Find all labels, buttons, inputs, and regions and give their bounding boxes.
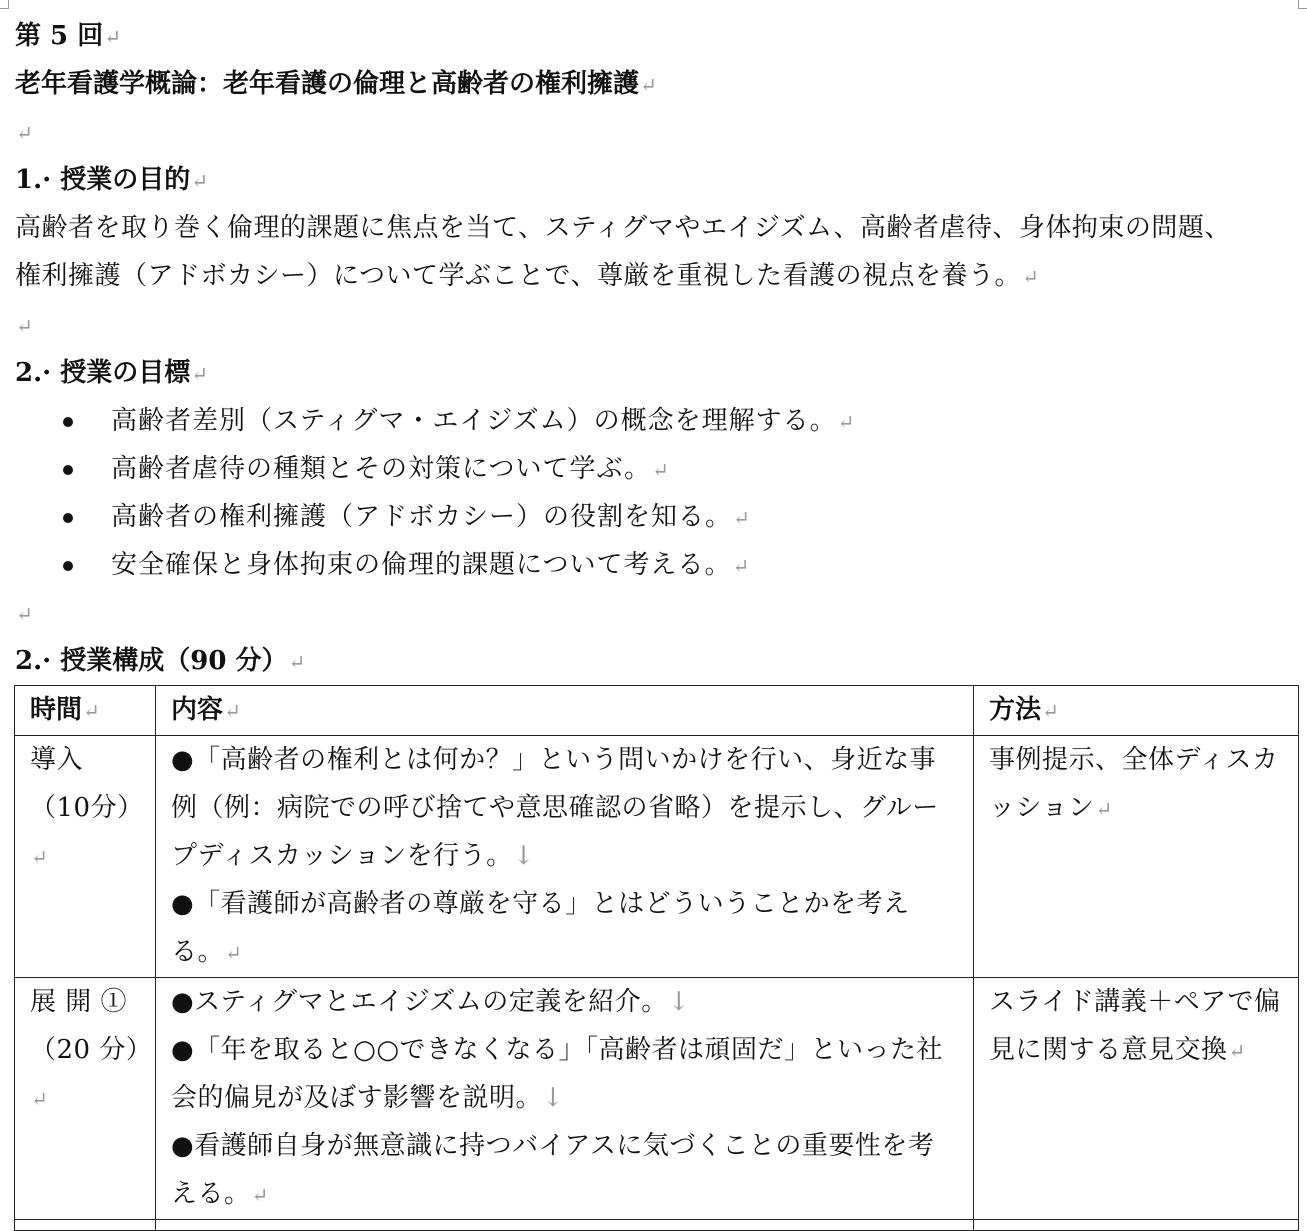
title-text: 老年看護学概論：老年看護の倫理と高齢者の権利擁護	[15, 69, 640, 99]
empty-paragraph	[15, 589, 1307, 637]
cell-content	[156, 978, 974, 1220]
heading-text: 1.· 授業の目的	[15, 165, 191, 195]
paragraph-mark: ↵	[191, 362, 209, 386]
line-break-mark: ↓	[667, 987, 691, 1017]
paragraph-mark: ↵	[652, 458, 670, 482]
goal-text: 安全確保と身体拘束の倫理的課題について考える。	[111, 550, 732, 580]
paragraph-mark: ↵	[288, 650, 306, 674]
bullet-icon	[63, 513, 73, 523]
cell-end-mark: ↵	[83, 699, 100, 723]
cell-end-mark: ↵	[251, 1183, 269, 1207]
section-heading-structure	[15, 637, 1307, 685]
paragraph-mark: ↵	[16, 121, 33, 145]
goal-text: 高齢者虐待の種類とその対策について学ぶ。	[111, 454, 652, 484]
table-header-row	[15, 686, 1299, 736]
content-item	[171, 1026, 958, 1122]
content-item	[171, 880, 958, 977]
table-row	[15, 978, 1299, 1220]
bullet-icon	[63, 417, 73, 427]
table-row	[15, 736, 1299, 978]
line-break-mark: ↓	[542, 1083, 565, 1113]
content-text: ●スティグマとエイジズムの定義を紹介。	[171, 987, 668, 1017]
paragraph-mark: ↵	[640, 73, 657, 97]
goal-text: 高齢者差別（スティグマ・エイジズム）の概念を理解する。	[111, 406, 837, 436]
cell-end-mark: ↵	[31, 1087, 49, 1111]
bullet-icon	[63, 561, 73, 571]
section-heading-purpose	[15, 156, 1307, 204]
paragraph-mark: ↵	[16, 602, 33, 626]
cell-partial	[15, 1220, 156, 1231]
content-text: ●「高齢者の権利とは何か？」という問いかけを行い、身近な事例（例：病院での呼び捨てや意思確認の省略）を提示し、グループディスカッションを行う。	[171, 745, 939, 871]
session-text: 第 5 回	[15, 21, 104, 51]
paragraph-mark: ↵	[837, 410, 856, 434]
section-heading-goals	[15, 349, 1307, 397]
heading-text: 2.· 授業の目標	[15, 358, 191, 388]
header-method	[974, 686, 1299, 736]
header-method-text: 方法	[989, 695, 1042, 725]
purpose-paragraph	[15, 204, 1307, 301]
empty-paragraph	[15, 301, 1307, 349]
cell-end-mark: ↵	[1095, 797, 1113, 821]
session-number	[15, 12, 1307, 60]
content-item	[171, 978, 958, 1026]
lesson-plan-table	[14, 685, 1299, 1231]
cell-end-mark: ↵	[224, 699, 241, 723]
page-title	[15, 60, 1307, 108]
document-body	[15, 12, 1307, 685]
page-corner-mark-right	[1298, 0, 1307, 9]
content-item	[171, 736, 958, 880]
time-text: 導入（10分）	[30, 745, 144, 823]
cell-time	[15, 978, 156, 1220]
cell-content	[156, 736, 974, 978]
bullet-icon	[63, 465, 73, 475]
content-text: ●看護師自身が無意識に持つバイアスに気づくことの重要性を考える。	[171, 1131, 935, 1209]
content-item	[171, 1122, 958, 1219]
cell-method	[974, 978, 1299, 1220]
table-row-partial	[15, 1220, 1299, 1231]
paragraph-mark: ↵	[191, 169, 209, 193]
cell-partial	[156, 1220, 974, 1231]
goal-item	[15, 541, 1307, 589]
goal-item	[15, 397, 1307, 445]
header-time-text: 時間	[30, 695, 83, 725]
header-content-text: 内容	[171, 695, 224, 725]
cell-end-mark: ↵	[1042, 699, 1059, 723]
page-corner-mark-left	[0, 0, 9, 9]
paragraph-mark: ↵	[16, 314, 33, 338]
header-time	[15, 686, 156, 736]
paragraph-mark: ↵	[733, 506, 751, 530]
paragraph-mark: ↵	[1021, 265, 1040, 289]
purpose-line-2	[15, 252, 1307, 301]
goal-item	[15, 445, 1307, 493]
cell-end-mark: ↵	[225, 941, 243, 965]
goal-item	[15, 493, 1307, 541]
method-text: スライド講義＋ペアで偏見に関する意見交換	[989, 987, 1281, 1065]
line-break-mark: ↓	[512, 841, 535, 871]
goal-text: 高齢者の権利擁護（アドボカシー）の役割を知る。	[111, 502, 733, 532]
paragraph-mark: ↵	[732, 554, 751, 578]
content-text: ●「年を取ると○○できなくなる」「高齢者は頑固だ」といった社会的偏見が及ぼす影響を説明。	[171, 1035, 944, 1113]
goals-list	[15, 397, 1307, 589]
heading-text: 2.· 授業構成（90 分）	[15, 646, 288, 676]
empty-paragraph	[15, 108, 1307, 156]
cell-end-mark: ↵	[1228, 1039, 1246, 1063]
purpose-line-2-text: 権利擁護（アドボカシー）について学ぶことで、尊厳を重視した看護の視点を養う。	[15, 261, 1021, 291]
cell-time	[15, 736, 156, 978]
cell-end-mark: ↵	[31, 845, 49, 869]
method-text: 事例提示、全体ディスカッション	[989, 745, 1279, 823]
purpose-line-1: 高齢者を取り巻く倫理的課題に焦点を当て、スティグマやエイジズム、高齢者虐待、身体拘束の問題、	[15, 213, 1231, 243]
time-text: 展 開 ①（20 分）	[30, 987, 153, 1065]
header-content	[156, 686, 974, 736]
cell-method	[974, 736, 1299, 978]
content-text: ●「看護師が高齢者の尊厳を守る」とはどういうことかを考える。	[171, 889, 910, 967]
paragraph-mark: ↵	[104, 25, 121, 49]
cell-partial	[974, 1220, 1299, 1231]
